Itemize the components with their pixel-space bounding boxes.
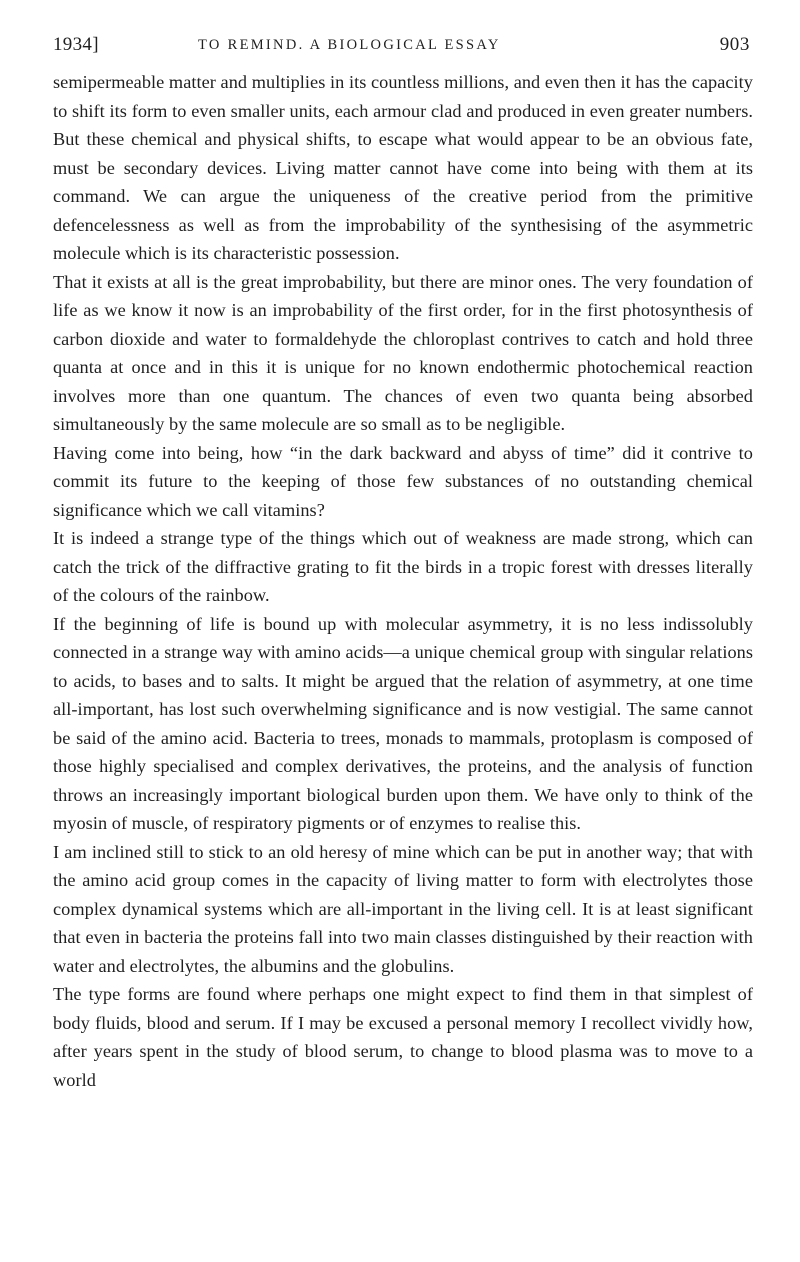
paragraph: It is indeed a strange type of the things which out of weakness are made strong, which can catch the trick of the diffractive grating to fit the birds in a tropic forest with dresses literally of the colours of the rainbow. <box>53 528 753 605</box>
page-number: 903 <box>719 34 750 55</box>
paragraph: I am inclined still to stick to an old heresy of mine which can be put in another way; that with the amino acid group comes in the capacity of living matter to form with electrolytes those complex dynamical systems which are all-important in the living cell. It is at least significant that even in bacteria the proteins fall into two main classes distinguished by their reaction with water and electrolytes, the albumins and the globulins. <box>53 841 753 976</box>
page <box>53 34 753 1094</box>
running-title: TO REMIND. A BIOLOGICAL ESSAY <box>198 37 501 53</box>
paragraph: The type forms are found where perhaps one might expect to find them in that simplest of body fluids, blood and serum. If I may be excused a personal memory I recollect vividly how, after years spent in the study of blood serum, to change to blood plasma was to move to a world <box>53 984 753 1090</box>
paragraph: semipermeable matter and multiplies in its countless millions, and even then it has the capacity to shift its form to even smaller units, each armour clad and produced in even greater numbers. But these chemical and physical shifts, to escape what would appear to be an obvious fate, must be secondary devices. Living matter cannot have come into being with them at its command. We can argue the uniqueness of the creative period from the primitive defencelessness as well as from the improbability of the synthesising of the asymmetric molecule which is its characteristic possession. <box>53 72 753 263</box>
body-text <box>53 68 753 1094</box>
paragraph: If the beginning of life is bound up with molecular asymmetry, it is no less indissolubly connected in a strange way with amino acids—a unique chemical group with singular relations to acids, to bases and to salts. It might be argued that the relation of asymmetry, at one time all-important, has lost such overwhelming significance and is now vestigial. The same cannot be said of the amino acid. Bacteria to trees, monads to mammals, protoplasm is composed of those highly specialised and complex derivatives, the proteins, and the analysis of function throws an increasingly important biological burden upon them. We have only to think of the myosin of muscle, of respiratory pigments or of enzymes to realise this. <box>53 613 753 833</box>
paragraph: Having come into being, how “in the dark backward and abyss of time” did it contrive to commit its future to the keeping of those few substances of no outstanding chemical significance which we call vitamins? <box>53 442 753 520</box>
volume-year: 1934] <box>53 34 99 55</box>
running-head <box>53 34 753 60</box>
paragraph: That it exists at all is the great improbability, but there are minor ones. The very foundation of life as we know it now is an improbability of the first order, for in the first photosynthesis of carbon dioxide and water to formaldehyde the chloroplast contrives to catch and hold three quanta at once and in this it is unique for no known endothermic photochemical reaction involves more than one quantum. The chances of even two quanta being absorbed simultaneously by the same molecule are so small as to be negligible. <box>53 271 753 434</box>
